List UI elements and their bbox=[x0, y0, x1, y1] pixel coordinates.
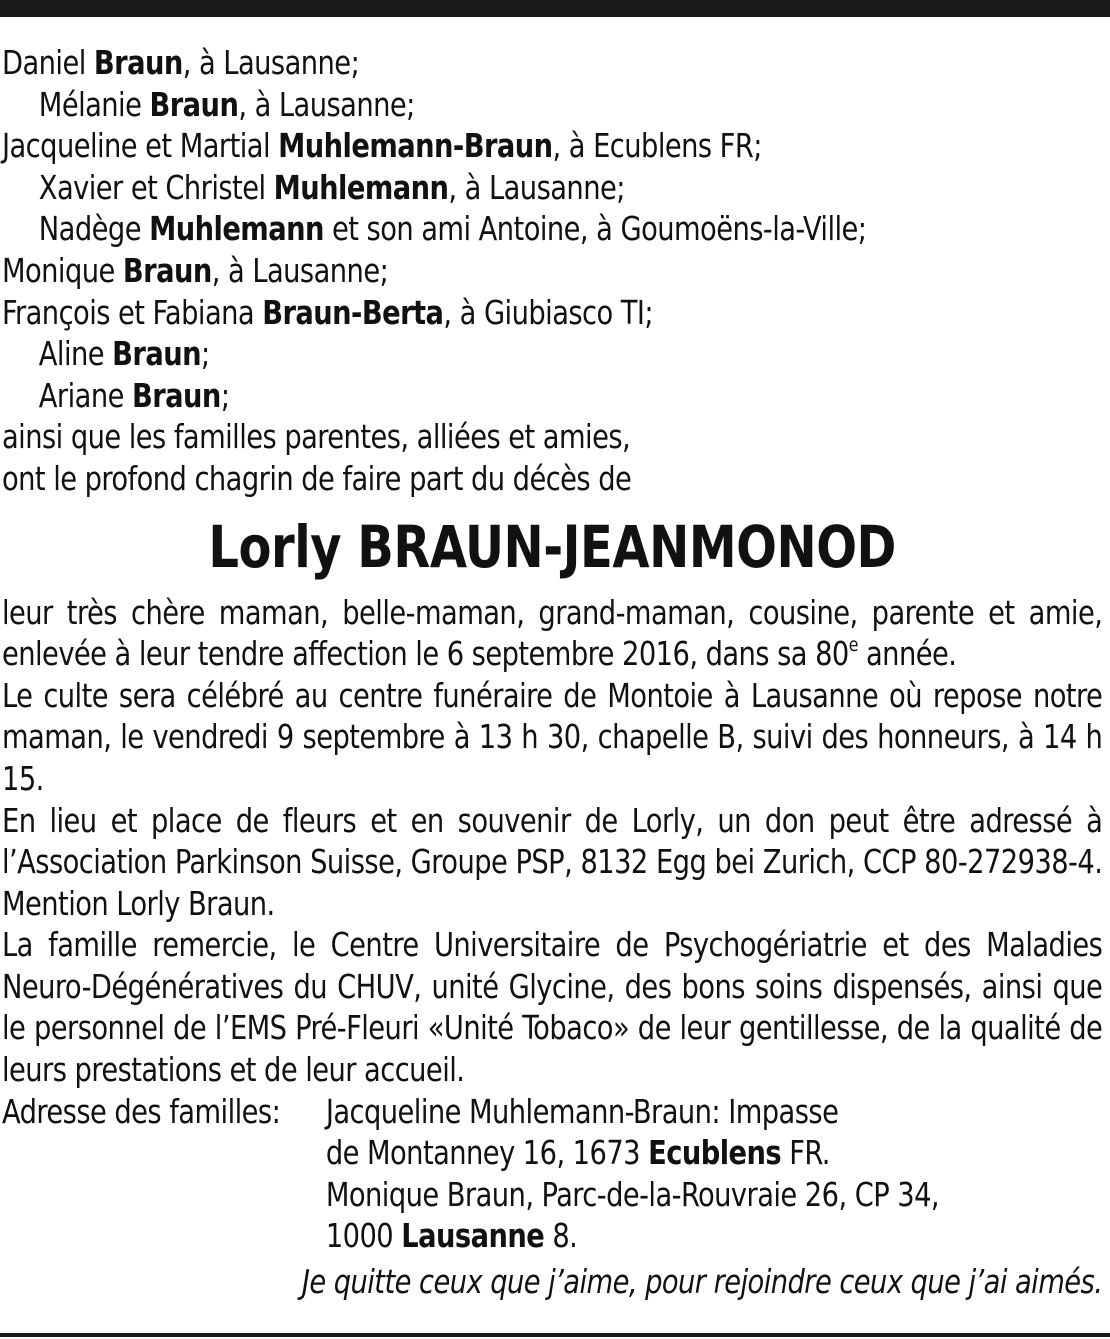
closing-quote: Je quitte ceux que j’aime, pour rejoindre ceux que j’ai aimés. bbox=[301, 1262, 1103, 1302]
address-line: Jacqueline Muhlemann-Braun: Impasse bbox=[325, 1091, 839, 1131]
top-rule bbox=[0, 0, 1110, 17]
address-line: de Montanney 16, 1673 Ecublens FR. bbox=[325, 1133, 830, 1173]
family-member: Xavier et Christel Muhlemann, à Lausanne; bbox=[38, 167, 625, 207]
paragraph-donation: En lieu et place de fleurs et en souvenir de Lorly, un don peut être adressé à l’Association Parkinson Suisse, Groupe PSP, 8132 Egg bei Zurich, CCP 80-272938-4. Mention Lorly Braun. bbox=[2, 800, 1103, 923]
family-member: Ariane Braun; bbox=[38, 375, 230, 415]
bottom-rule bbox=[0, 1333, 1110, 1337]
notice-body bbox=[2, 42, 1102, 1303]
address-label: Adresse des familles: bbox=[2, 1091, 281, 1131]
family-member: Nadège Muhlemann et son ami Antoine, à Goumoëns-la-Ville; bbox=[38, 209, 867, 249]
family-member: François et Fabiana Braun-Berta, à Giubiasco TI; bbox=[2, 292, 654, 332]
family-member: Mélanie Braun, à Lausanne; bbox=[38, 84, 415, 124]
address-lines bbox=[326, 1091, 1102, 1257]
family-list bbox=[2, 42, 1102, 416]
ordinal-superscript: e bbox=[848, 634, 858, 657]
family-member: Monique Braun, à Lausanne; bbox=[2, 250, 389, 290]
intro-line: ont le profond chagrin de faire part du décès de bbox=[2, 458, 632, 498]
family-member: Jacqueline et Martial Muhlemann-Braun, à Ecublens FR; bbox=[2, 126, 762, 166]
intro-line: ainsi que les familles parentes, alliées et amies, bbox=[2, 417, 631, 457]
deceased-name: Lorly BRAUN-JEANMONOD bbox=[208, 512, 896, 581]
family-address bbox=[2, 1091, 1102, 1257]
paragraph-service: Le culte sera célébré au centre funéraire de Montoie à Lausanne où repose notre maman, le vendredi 9 septembre à 13 h 30, chapelle B, suivi des honneurs, à 14 h 15. bbox=[2, 675, 1103, 798]
address-line: Monique Braun, Parc-de-la-Rouvraie 26, CP 34, bbox=[325, 1174, 940, 1214]
address-line: 1000 Lausanne 8. bbox=[325, 1216, 578, 1256]
paragraph-death-announcement: leur très chère maman, belle-maman, grand-maman, cousine, parente et amie, enlevée à leur tendre affection le 6 septembre 2016, dans sa 80e année. bbox=[2, 592, 1103, 674]
paragraph-thanks: La famille remercie, le Centre Universitaire de Psychogériatrie et des Maladies Neuro-Dégénératives du CHUV, unité Glycine, des bons soins dispensés, ainsi que le personnel de l’EMS Pré-Fleuri «Unité Tobaco» de leur gentillesse, de la qualité de leurs prestations et de leur accueil. bbox=[2, 925, 1103, 1090]
family-member: Daniel Braun, à Lausanne; bbox=[2, 43, 360, 82]
family-member: Aline Braun; bbox=[38, 334, 210, 374]
